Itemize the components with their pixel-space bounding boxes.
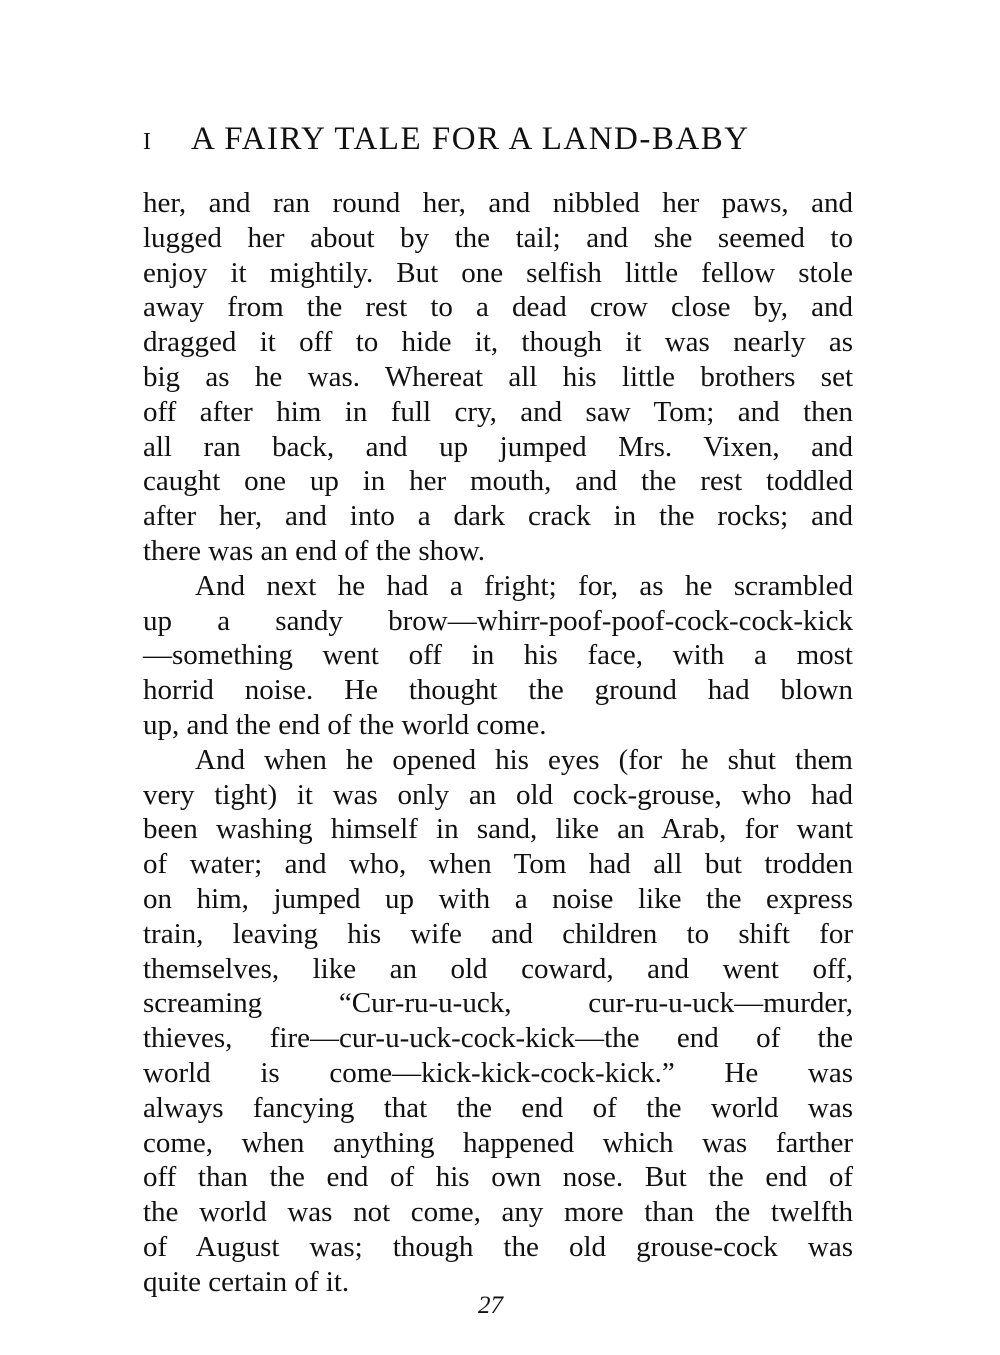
text-line: been washing himself in sand, like an Arab, for want (143, 813, 853, 846)
text-line: all ran back, and up jumped Mrs. Vixen, and (143, 430, 853, 463)
text-line: up a sandy brow—whirr-poof-poof-cock-cock-kick (143, 604, 853, 637)
text-line: big as he was. Whereat all his little brothers set (143, 360, 853, 393)
text-line: And next he had a fright; for, as he scrambled (195, 569, 853, 602)
text-line: after her, and into a dark crack in the rocks; and (143, 500, 853, 533)
text-line: on him, jumped up with a noise like the express (143, 882, 853, 915)
paragraph (143, 569, 853, 743)
text-line: screaming “Cur-ru-u-uck, cur-ru-u-uck—murder, (143, 987, 853, 1020)
paragraph (143, 186, 853, 569)
text-line: —something went off in his face, with a most (143, 639, 853, 672)
running-head (143, 121, 750, 158)
text-line: enjoy it mightily. But one selfish little fellow stole (143, 256, 853, 289)
chapter-number: I (143, 129, 151, 155)
text-line: away from the rest to a dead crow close by, and (143, 291, 853, 324)
page-text (143, 186, 853, 1300)
running-head-title: A FAIRY TALE FOR A LAND-BABY (191, 121, 750, 157)
text-line: come, when anything happened which was farther (143, 1126, 853, 1159)
text-line: off after him in full cry, and saw Tom; and then (143, 395, 853, 428)
text-line: world is come—kick-kick-cock-kick.” He was (143, 1056, 853, 1089)
text-line: always fancying that the end of the world was (143, 1091, 853, 1124)
text-line: off than the end of his own nose. But the end of (143, 1161, 853, 1194)
text-line: her, and ran round her, and nibbled her paws, and (143, 187, 853, 219)
page-number: 27 (478, 1292, 503, 1319)
text-line: thieves, fire—cur-u-uck-cock-kick—the end of the (143, 1022, 853, 1055)
paragraph (143, 743, 853, 1300)
text-line: very tight) it was only an old cock-grouse, who had (143, 778, 853, 811)
text-line: up, and the end of the world come. (143, 708, 547, 741)
text-line: And when he opened his eyes (for he shut them (195, 743, 853, 776)
text-line: caught one up in her mouth, and the rest toddled (143, 465, 853, 498)
text-line: quite certain of it. (143, 1265, 350, 1298)
text-line: of water; and who, when Tom had all but trodden (143, 848, 853, 881)
text-line: horrid noise. He thought the ground had blown (143, 674, 853, 707)
text-line: dragged it off to hide it, though it was nearly as (143, 326, 853, 359)
text-line: themselves, like an old coward, and went off, (143, 952, 853, 985)
text-line: there was an end of the show. (143, 534, 485, 567)
text-line: of August was; though the old grouse-cock was (143, 1230, 853, 1263)
text-line: train, leaving his wife and children to shift for (143, 917, 853, 950)
text-line: the world was not come, any more than the twelfth (143, 1196, 853, 1229)
text-line: lugged her about by the tail; and she seemed to (143, 221, 853, 254)
